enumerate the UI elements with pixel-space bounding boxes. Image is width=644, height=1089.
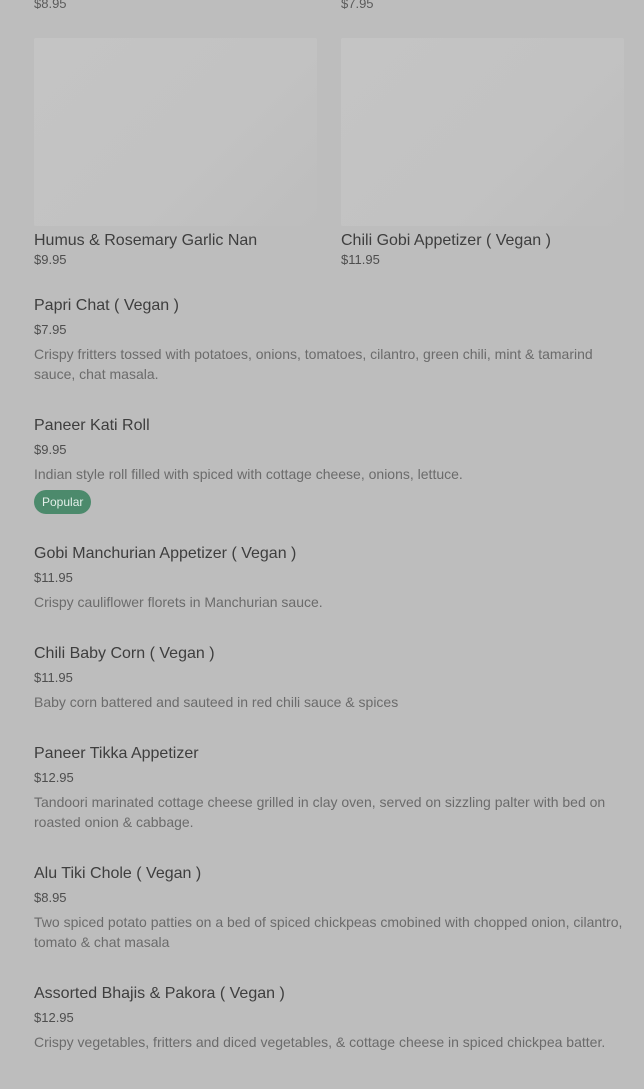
previous-row-prices	[34, 0, 624, 14]
item-price: $8.95	[34, 890, 67, 905]
menu-item[interactable]	[34, 544, 624, 644]
featured-item-card[interactable]	[34, 38, 317, 268]
item-description: Two spiced potato patties on a bed of spiced chickpeas cmobined with chopped onion, cilantro, tomato & chat masala	[34, 914, 623, 950]
item-name: Alu Tiki Chole ( Vegan )	[34, 865, 202, 882]
item-price: $11.95	[34, 570, 73, 585]
item-description: Tandoori marinated cottage cheese grilled in clay oven, served on sizzling palter with bed on roasted onion & cabbage.	[34, 794, 606, 830]
featured-item-card[interactable]	[341, 38, 624, 268]
previous-item-price-left: $8.95	[34, 0, 67, 11]
item-description: Crispy cauliflower florets in Manchurian sauce.	[34, 594, 323, 610]
item-name: Paneer Kati Roll	[34, 417, 150, 434]
item-name: Paneer Tikka Appetizer	[34, 745, 199, 762]
item-name: Gobi Manchurian Appetizer ( Vegan )	[34, 545, 297, 562]
item-image-placeholder	[34, 38, 317, 226]
menu-item[interactable]	[34, 984, 624, 1084]
item-price: $12.95	[34, 770, 74, 785]
menu-item[interactable]	[34, 744, 624, 864]
item-name: Assorted Bhajis & Pakora ( Vegan )	[34, 985, 285, 1002]
popular-badge: Popular	[34, 490, 91, 514]
previous-item-price-right: $7.95	[341, 0, 374, 11]
item-price: $9.95	[34, 442, 67, 457]
item-name: Papri Chat ( Vegan )	[34, 297, 179, 314]
menu-item-list	[34, 296, 624, 1084]
item-description: Crispy vegetables, fritters and diced vegetables, & cottage cheese in spiced chickpea batter.	[34, 1034, 606, 1050]
item-price: $12.95	[34, 1010, 74, 1025]
menu-item[interactable]	[34, 416, 624, 544]
menu-item[interactable]	[34, 644, 624, 744]
menu-item[interactable]	[34, 296, 624, 416]
item-price: $11.95	[341, 252, 380, 267]
item-name: Chili Gobi Appetizer ( Vegan )	[341, 232, 551, 249]
item-price: $9.95	[34, 252, 67, 267]
item-name: Chili Baby Corn ( Vegan )	[34, 645, 215, 662]
item-description: Baby corn battered and sauteed in red chili sauce & spices	[34, 694, 399, 710]
item-name: Humus & Rosemary Garlic Nan	[34, 232, 258, 249]
item-image-placeholder	[341, 38, 624, 226]
menu-item[interactable]	[34, 864, 624, 984]
item-description: Crispy fritters tossed with potatoes, onions, tomatoes, cilantro, green chili, mint & tamarind sauce, chat masala.	[34, 346, 593, 382]
item-price: $7.95	[34, 322, 67, 337]
item-price: $11.95	[34, 670, 73, 685]
item-description: Indian style roll filled with spiced with cottage cheese, onions, lettuce.	[34, 466, 463, 482]
